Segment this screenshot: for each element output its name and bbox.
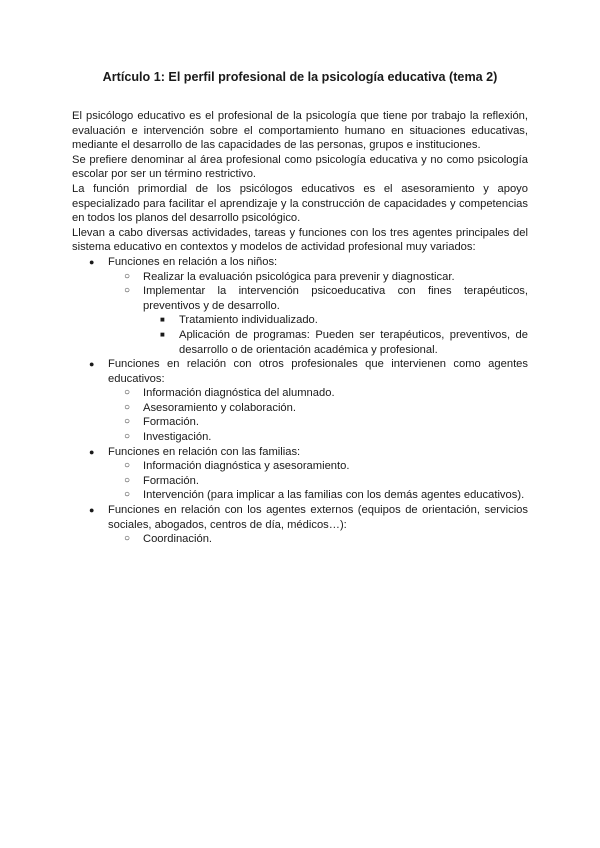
square-bullet-icon: ■ bbox=[160, 315, 165, 325]
sub-list-item bbox=[107, 488, 528, 503]
sub-list-item-text: Coordinación. bbox=[143, 533, 213, 546]
paragraph: El psicólogo educativo es el profesional de la psicología que tiene por trabajo la reflexión, evaluación e intervención sobre el comportamiento humano en situaciones educativas, mediante el desarrollo de las capacidades de las personas, grupos e instituciones. bbox=[72, 110, 528, 152]
filled-bullet-icon: ● bbox=[89, 359, 95, 370]
filled-bullet-icon: ● bbox=[89, 256, 95, 267]
sub-list-item bbox=[107, 415, 528, 430]
open-bullet-icon: ○ bbox=[124, 489, 131, 501]
document-body bbox=[72, 109, 528, 547]
sub-list-item bbox=[107, 401, 528, 416]
open-bullet-icon: ○ bbox=[124, 460, 131, 472]
sub-list-item-text: Formación. bbox=[143, 416, 199, 429]
sub-sub-list-item bbox=[143, 328, 528, 357]
document-title: Artículo 1: El perfil profesional de la psicología educativa (tema 2) bbox=[102, 70, 498, 84]
sub-list-item-text: Intervención (para implicar a las familias con los demás agentes educativos). bbox=[143, 489, 525, 502]
list-item-text: Funciones en relación a los niños: bbox=[108, 255, 278, 268]
list-item-text: Funciones en relación con los agentes externos (equipos de orientación, servicios sociales, abogados, centros de día, médicos…): bbox=[108, 504, 528, 531]
open-bullet-icon: ○ bbox=[124, 431, 131, 443]
paragraph: La función primordial de los psicólogos educativos es el asesoramiento y apoyo especializado para facilitar el aprendizaje y la construcción de capacidades y competencias en todos los planos del desarrollo psicológico. bbox=[72, 182, 528, 225]
sub-list-item-text: Realizar la evaluación psicológica para prevenir y diagnosticar. bbox=[143, 270, 455, 283]
filled-bullet-icon: ● bbox=[89, 446, 95, 457]
open-bullet-icon: ○ bbox=[124, 285, 131, 297]
sub-list-item-text: Información diagnóstica y asesoramiento. bbox=[143, 460, 350, 473]
sub-list-item bbox=[107, 386, 528, 401]
list-item bbox=[72, 255, 528, 357]
sub-list-item bbox=[107, 474, 528, 489]
open-bullet-icon: ○ bbox=[124, 401, 131, 413]
square-bullet-icon: ■ bbox=[160, 329, 165, 339]
sub-list-item-text: Implementar la intervención psicoeducativa con fines terapéuticos, preventivos y de desarrollo. bbox=[143, 285, 528, 312]
sub-list-item-text: Investigación. bbox=[143, 431, 212, 444]
open-bullet-icon: ○ bbox=[124, 533, 131, 545]
sub-sub-list bbox=[143, 313, 528, 357]
list-item-text: Funciones en relación con otros profesionales que intervienen como agentes educativos: bbox=[108, 358, 528, 385]
sub-list-item bbox=[107, 270, 528, 285]
sub-list-item-text: Información diagnóstica del alumnado. bbox=[143, 387, 335, 400]
sub-list bbox=[108, 386, 528, 444]
sub-list-item-text: Asesoramiento y colaboración. bbox=[143, 401, 296, 414]
sub-list-item bbox=[107, 284, 528, 357]
functions-list bbox=[72, 255, 528, 547]
paragraph: Se prefiere denominar al área profesional como psicología educativa y no como psicología escolar por ser un término restrictivo. bbox=[72, 153, 528, 181]
sub-sub-list-item bbox=[143, 313, 528, 328]
filled-bullet-icon: ● bbox=[89, 505, 95, 516]
list-item bbox=[72, 357, 528, 445]
sub-sub-list-item-text: Tratamiento individualizado. bbox=[179, 314, 318, 327]
sub-sub-list-item-text: Aplicación de programas: Pueden ser terapéuticos, preventivos, de desarrollo o de orientación académica y profesional. bbox=[179, 328, 528, 356]
open-bullet-icon: ○ bbox=[124, 387, 131, 399]
sub-list-item bbox=[107, 430, 528, 445]
sub-list bbox=[108, 532, 528, 547]
list-item-text: Funciones en relación con las familias: bbox=[108, 445, 301, 458]
paragraph: Llevan a cabo diversas actividades, tareas y funciones con los tres agentes principales del sistema educativo en contextos y modelos de actividad profesional muy variados: bbox=[72, 226, 528, 254]
sub-list-item bbox=[107, 532, 528, 547]
sub-list-item bbox=[107, 459, 528, 474]
sub-list-item-text: Formación. bbox=[143, 474, 199, 487]
list-item bbox=[72, 503, 528, 547]
sub-list bbox=[108, 270, 528, 358]
open-bullet-icon: ○ bbox=[124, 474, 131, 486]
list-item bbox=[72, 445, 528, 503]
open-bullet-icon: ○ bbox=[124, 270, 131, 282]
sub-list bbox=[108, 459, 528, 503]
open-bullet-icon: ○ bbox=[124, 416, 131, 428]
